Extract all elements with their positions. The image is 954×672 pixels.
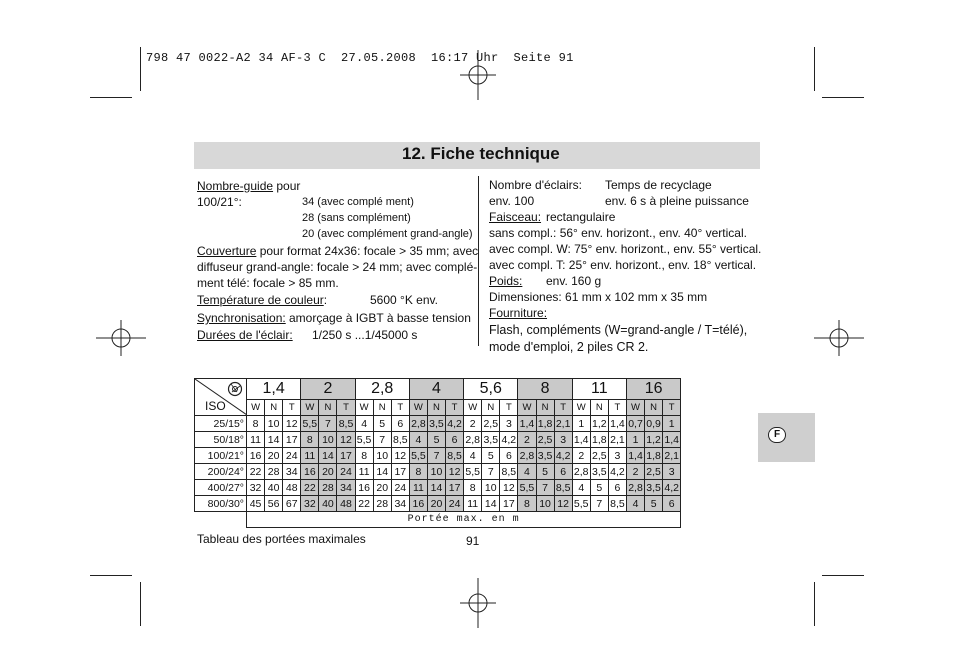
temperature-value: 5600 °K env. bbox=[370, 293, 438, 307]
range-cell: 2,8 bbox=[465, 433, 480, 446]
range-cell: 8,5 bbox=[555, 481, 571, 494]
table-corner bbox=[195, 379, 247, 416]
range-cell: 17 bbox=[283, 432, 301, 448]
wnt-header: N bbox=[482, 400, 500, 416]
range-cell: 4,2 bbox=[664, 481, 679, 494]
language-badge: F bbox=[768, 427, 786, 443]
registration-mark-bottom bbox=[458, 578, 498, 628]
range-cell: 2,1 bbox=[555, 417, 571, 430]
angle-sans: sans compl.: 56° env. horizont., env. 40° vertical. bbox=[489, 226, 747, 240]
range-cell: 3,5 bbox=[537, 449, 553, 462]
crop-mark bbox=[822, 97, 864, 98]
range-cell: 24 bbox=[446, 496, 464, 512]
aperture-header: 11 bbox=[572, 379, 626, 400]
range-cell: 2,1 bbox=[610, 433, 625, 446]
range-cell: 14 bbox=[319, 448, 337, 464]
range-cell: 5,5 bbox=[573, 497, 589, 510]
dimensions: Dimensiones: 61 mm x 102 mm x 35 mm bbox=[489, 290, 708, 304]
range-cell: 1 bbox=[663, 416, 681, 432]
range-cell: 40 bbox=[319, 496, 337, 512]
aperture-header: 2 bbox=[301, 379, 355, 400]
page-number: 91 bbox=[466, 534, 480, 548]
range-cell: 22 bbox=[247, 464, 265, 480]
crop-mark bbox=[140, 582, 141, 626]
crop-mark bbox=[140, 47, 141, 91]
range-cell: 5 bbox=[590, 480, 608, 496]
wnt-header: W bbox=[518, 400, 536, 416]
guide-number-3: 20 (avec complément grand-angle) bbox=[302, 228, 473, 240]
range-cell: 14 bbox=[482, 496, 500, 512]
range-cell: 8 bbox=[464, 480, 482, 496]
range-cell: 67 bbox=[283, 496, 301, 512]
temps-recyclage: Temps de recyclage bbox=[605, 178, 712, 192]
range-cell: 2 bbox=[518, 432, 536, 448]
range-cell: 32 bbox=[247, 480, 265, 496]
wnt-header: N bbox=[319, 400, 337, 416]
wnt-header: N bbox=[536, 400, 554, 416]
range-cell: 24 bbox=[391, 480, 409, 496]
range-cell: 1 bbox=[572, 416, 590, 432]
range-cell: 4,2 bbox=[447, 417, 462, 430]
range-cell: 5,5 bbox=[465, 465, 480, 478]
range-cell: 20 bbox=[265, 448, 283, 464]
aperture-header: 1,4 bbox=[247, 379, 301, 400]
range-cell: 12 bbox=[446, 464, 464, 480]
range-cell: 8,5 bbox=[501, 465, 517, 478]
range-cell: 1,4 bbox=[610, 417, 625, 430]
range-cell: 7 bbox=[590, 496, 608, 512]
range-cell: 6 bbox=[554, 464, 572, 480]
iso-cell: 400/27° bbox=[195, 480, 247, 496]
range-cell: 48 bbox=[283, 480, 301, 496]
range-cell: 2,5 bbox=[537, 433, 553, 446]
range-cell: 11 bbox=[301, 448, 319, 464]
iso-cell: 50/18° bbox=[195, 432, 247, 448]
table-row bbox=[195, 448, 681, 464]
aperture-row bbox=[195, 379, 681, 400]
range-cell: 7 bbox=[373, 432, 391, 448]
wnt-header: W bbox=[464, 400, 482, 416]
fourniture-label: Fourniture: bbox=[489, 306, 548, 320]
table-row bbox=[195, 432, 681, 448]
range-cell: 4 bbox=[626, 496, 644, 512]
range-cell: 3 bbox=[663, 464, 681, 480]
range-cell: 3,5 bbox=[646, 481, 661, 494]
wnt-header: N bbox=[590, 400, 608, 416]
print-header: 798 47 0022-A2 34 AF-3 C 27.05.2008 16:17 Uhr Seite 91 bbox=[146, 51, 574, 65]
range-cell: 2,8 bbox=[573, 465, 589, 478]
range-cell: 32 bbox=[301, 496, 319, 512]
range-cell: 3,5 bbox=[429, 417, 444, 430]
range-cell: 4 bbox=[409, 432, 427, 448]
range-cell: 2,5 bbox=[483, 417, 499, 430]
range-cell: 5,5 bbox=[356, 433, 372, 446]
range-cell: 10 bbox=[482, 480, 500, 496]
wnt-header: T bbox=[446, 400, 464, 416]
table-caption: Tableau des portées maximales bbox=[197, 532, 366, 546]
crop-mark bbox=[814, 582, 815, 626]
range-cell: 2 bbox=[464, 416, 482, 432]
range-cell: 14 bbox=[427, 480, 445, 496]
iso-cell: 800/30° bbox=[195, 496, 247, 512]
nombre-guide-label: Nombre-guide bbox=[197, 179, 274, 193]
range-cell: 56 bbox=[265, 496, 283, 512]
wnt-header: N bbox=[645, 400, 663, 416]
range-cell: 8,5 bbox=[610, 497, 625, 510]
page-title: 12. Fiche technique bbox=[402, 144, 560, 163]
range-cell: 7 bbox=[536, 480, 554, 496]
range-cell: 10 bbox=[265, 416, 283, 432]
range-cell: 4 bbox=[355, 416, 373, 432]
table-row bbox=[195, 464, 681, 480]
range-cell: 5 bbox=[536, 464, 554, 480]
range-cell: 8,5 bbox=[392, 433, 408, 446]
env-6s: env. 6 s à pleine puissance bbox=[605, 194, 749, 208]
range-cell: 14 bbox=[373, 464, 391, 480]
range-cell: 2,5 bbox=[592, 449, 607, 462]
table-row bbox=[195, 480, 681, 496]
duree-value: 1/250 s ...1/45000 s bbox=[312, 328, 418, 342]
range-cell: 11 bbox=[247, 432, 265, 448]
sync-value: amorçage à IGBT à basse tension bbox=[289, 311, 471, 325]
range-cell: 4,2 bbox=[555, 449, 571, 462]
range-cell: 48 bbox=[337, 496, 355, 512]
range-cell: 6 bbox=[663, 496, 681, 512]
iso-cell: 200/24° bbox=[195, 464, 247, 480]
crop-mark bbox=[90, 97, 132, 98]
range-cell: 24 bbox=[337, 464, 355, 480]
registration-mark-top bbox=[458, 50, 498, 100]
range-cell: 28 bbox=[319, 480, 337, 496]
range-cell: 7 bbox=[482, 464, 500, 480]
range-cell: 20 bbox=[319, 464, 337, 480]
range-cell: 12 bbox=[283, 416, 301, 432]
wnt-header: W bbox=[572, 400, 590, 416]
range-cell: 17 bbox=[446, 480, 464, 496]
fourniture-line-1: Flash, compléments (W=grand-angle / T=télé), bbox=[489, 323, 748, 337]
range-cell: 5 bbox=[645, 496, 663, 512]
range-cell: 28 bbox=[373, 496, 391, 512]
wnt-header: T bbox=[391, 400, 409, 416]
range-cell: 7 bbox=[427, 448, 445, 464]
range-cell: 8 bbox=[301, 432, 319, 448]
wnt-header: T bbox=[500, 400, 518, 416]
range-cell: 20 bbox=[427, 496, 445, 512]
poids-label: Poids: bbox=[489, 274, 523, 288]
range-cell: 22 bbox=[355, 496, 373, 512]
range-table bbox=[194, 378, 681, 528]
range-cell: 34 bbox=[391, 496, 409, 512]
range-cell: 4 bbox=[464, 448, 482, 464]
wnt-header: W bbox=[409, 400, 427, 416]
range-cell: 40 bbox=[265, 480, 283, 496]
range-cell: 1,2 bbox=[646, 433, 661, 446]
range-cell: 12 bbox=[554, 496, 572, 512]
portee-label: Portée max. en m bbox=[247, 512, 681, 528]
range-cell: 7 bbox=[319, 416, 337, 432]
range-cell: 5,5 bbox=[302, 417, 318, 430]
range-cell: 5 bbox=[482, 448, 500, 464]
table-row bbox=[195, 416, 681, 432]
temperature-label: Température de couleur bbox=[197, 293, 324, 307]
wnt-header: T bbox=[663, 400, 681, 416]
couverture-line-3: ment télé: focale > 85 mm. bbox=[197, 276, 339, 290]
guide-number-1: 34 (avec complé ment) bbox=[302, 196, 414, 208]
range-cell: 10 bbox=[536, 496, 554, 512]
range-cell: 1,8 bbox=[592, 433, 607, 446]
range-cell: 2,8 bbox=[411, 417, 426, 430]
env-100: env. 100 bbox=[489, 194, 535, 208]
range-cell: 1 bbox=[626, 432, 644, 448]
range-cell: 1,8 bbox=[537, 417, 553, 430]
range-cell: 14 bbox=[265, 432, 283, 448]
range-cell: 6 bbox=[446, 432, 464, 448]
column-divider bbox=[478, 176, 479, 346]
range-cell: 2,1 bbox=[664, 449, 679, 462]
range-cell: 34 bbox=[337, 480, 355, 496]
range-cell: 5 bbox=[373, 416, 391, 432]
range-cell: 5 bbox=[427, 432, 445, 448]
language-tab bbox=[758, 413, 815, 462]
range-cell: 6 bbox=[500, 448, 518, 464]
registration-mark-left bbox=[96, 318, 146, 358]
couverture-line-2: diffuseur grand-angle: focale > 24 mm; avec complé- bbox=[197, 260, 478, 274]
poids-value: env. 160 g bbox=[546, 274, 602, 288]
range-cell: 8,5 bbox=[447, 449, 462, 462]
range-cell: 16 bbox=[409, 496, 427, 512]
range-cell: 0,9 bbox=[646, 417, 661, 430]
range-cell: 17 bbox=[391, 464, 409, 480]
wnt-header: T bbox=[337, 400, 355, 416]
range-cell: 4,2 bbox=[610, 465, 625, 478]
wnt-header: N bbox=[265, 400, 283, 416]
range-cell: 5,5 bbox=[519, 481, 535, 494]
temperature-colon: : bbox=[323, 293, 328, 307]
portee-row bbox=[195, 512, 681, 528]
sync-label: Synchronisation: bbox=[197, 311, 286, 325]
angle-avec-w: avec compl. W: 75° env. horizont., env. 55° vertical. bbox=[489, 242, 762, 256]
iso-cell: 25/15° bbox=[195, 416, 247, 432]
range-cell: 4 bbox=[572, 480, 590, 496]
aperture-header: 8 bbox=[518, 379, 572, 400]
wnt-header: N bbox=[373, 400, 391, 416]
fourniture-line-2: mode d'emploi, 2 piles CR 2. bbox=[489, 340, 649, 354]
couverture-label: Couverture bbox=[197, 244, 257, 258]
range-cell: 17 bbox=[500, 496, 518, 512]
range-cell: 11 bbox=[355, 464, 373, 480]
range-cell: 5,5 bbox=[411, 449, 426, 462]
range-cell: 16 bbox=[355, 480, 373, 496]
range-cell: 8 bbox=[355, 448, 373, 464]
range-cell: 24 bbox=[283, 448, 301, 464]
wnt-header: T bbox=[608, 400, 626, 416]
range-cell: 2 bbox=[572, 448, 590, 464]
range-cell: 12 bbox=[391, 448, 409, 464]
range-cell: 22 bbox=[301, 480, 319, 496]
range-cell: 4,2 bbox=[501, 433, 517, 446]
range-cell: 0,7 bbox=[628, 417, 643, 430]
range-cell: 10 bbox=[427, 464, 445, 480]
range-cell: 1,2 bbox=[592, 417, 607, 430]
range-cell: 12 bbox=[337, 432, 355, 448]
range-cell: 2,8 bbox=[519, 449, 535, 462]
crop-mark bbox=[822, 575, 864, 576]
wnt-header: W bbox=[247, 400, 265, 416]
range-cell: 1,4 bbox=[519, 417, 535, 430]
range-cell: 4 bbox=[518, 464, 536, 480]
couverture-line-1: pour format 24x36: focale > 35 mm; avec bbox=[256, 244, 479, 258]
range-cell: 2 bbox=[626, 464, 644, 480]
registration-mark-right bbox=[814, 318, 864, 358]
wnt-header: N bbox=[427, 400, 445, 416]
range-cell: 10 bbox=[373, 448, 391, 464]
range-cell: 1,4 bbox=[573, 433, 589, 446]
range-cell: 8 bbox=[409, 464, 427, 480]
range-cell: 6 bbox=[391, 416, 409, 432]
range-cell: 16 bbox=[247, 448, 265, 464]
wnt-header: T bbox=[283, 400, 301, 416]
wnt-header: W bbox=[355, 400, 373, 416]
range-cell: 8,5 bbox=[338, 417, 354, 430]
range-cell: 3,5 bbox=[483, 433, 499, 446]
range-cell: 3,5 bbox=[592, 465, 607, 478]
nombre-guide-rest: pour bbox=[273, 179, 301, 193]
angle-avec-t: avec compl. T: 25° env. horizont., env. 18° vertical. bbox=[489, 258, 757, 272]
range-cell: 16 bbox=[301, 464, 319, 480]
iso-value: 100/21°: bbox=[197, 195, 242, 209]
range-cell: 12 bbox=[500, 480, 518, 496]
range-cell: 20 bbox=[373, 480, 391, 496]
range-cell: 3 bbox=[500, 416, 518, 432]
aperture-header: 5,6 bbox=[464, 379, 518, 400]
wnt-row bbox=[195, 400, 681, 416]
range-cell: 45 bbox=[247, 496, 265, 512]
table-row bbox=[195, 496, 681, 512]
faisceau-value: rectangulaire bbox=[546, 210, 616, 224]
aperture-header: 2,8 bbox=[355, 379, 409, 400]
wnt-header: W bbox=[626, 400, 644, 416]
iso-header-label: ISO bbox=[205, 399, 226, 413]
crop-mark bbox=[90, 575, 132, 576]
range-cell: 2,5 bbox=[646, 465, 661, 478]
range-cell: 8 bbox=[247, 416, 265, 432]
portee-blank bbox=[195, 512, 247, 528]
faisceau-label: Faisceau: bbox=[489, 210, 542, 224]
aperture-header: 4 bbox=[409, 379, 463, 400]
range-cell: 3 bbox=[554, 432, 572, 448]
range-cell: 10 bbox=[319, 432, 337, 448]
range-cell: 1,4 bbox=[628, 449, 643, 462]
range-cell: 8 bbox=[518, 496, 536, 512]
range-cell: 17 bbox=[337, 448, 355, 464]
range-cell: 3 bbox=[608, 448, 626, 464]
range-cell: 6 bbox=[608, 480, 626, 496]
crop-mark bbox=[814, 47, 815, 91]
nombre-eclairs: Nombre d'éclairs: bbox=[489, 178, 582, 192]
duree-label: Durées de l'éclair: bbox=[197, 328, 293, 342]
wnt-header: T bbox=[554, 400, 572, 416]
range-cell: 1,4 bbox=[664, 433, 679, 446]
range-cell: 2,8 bbox=[628, 481, 643, 494]
aperture-header: 16 bbox=[626, 379, 680, 400]
range-cell: 28 bbox=[265, 464, 283, 480]
wnt-header: W bbox=[301, 400, 319, 416]
range-cell: 1,8 bbox=[646, 449, 661, 462]
range-cell: 34 bbox=[283, 464, 301, 480]
range-cell: 11 bbox=[409, 480, 427, 496]
guide-number-2: 28 (sans complément) bbox=[302, 212, 411, 224]
range-cell: 11 bbox=[464, 496, 482, 512]
iso-cell: 100/21° bbox=[195, 448, 247, 464]
